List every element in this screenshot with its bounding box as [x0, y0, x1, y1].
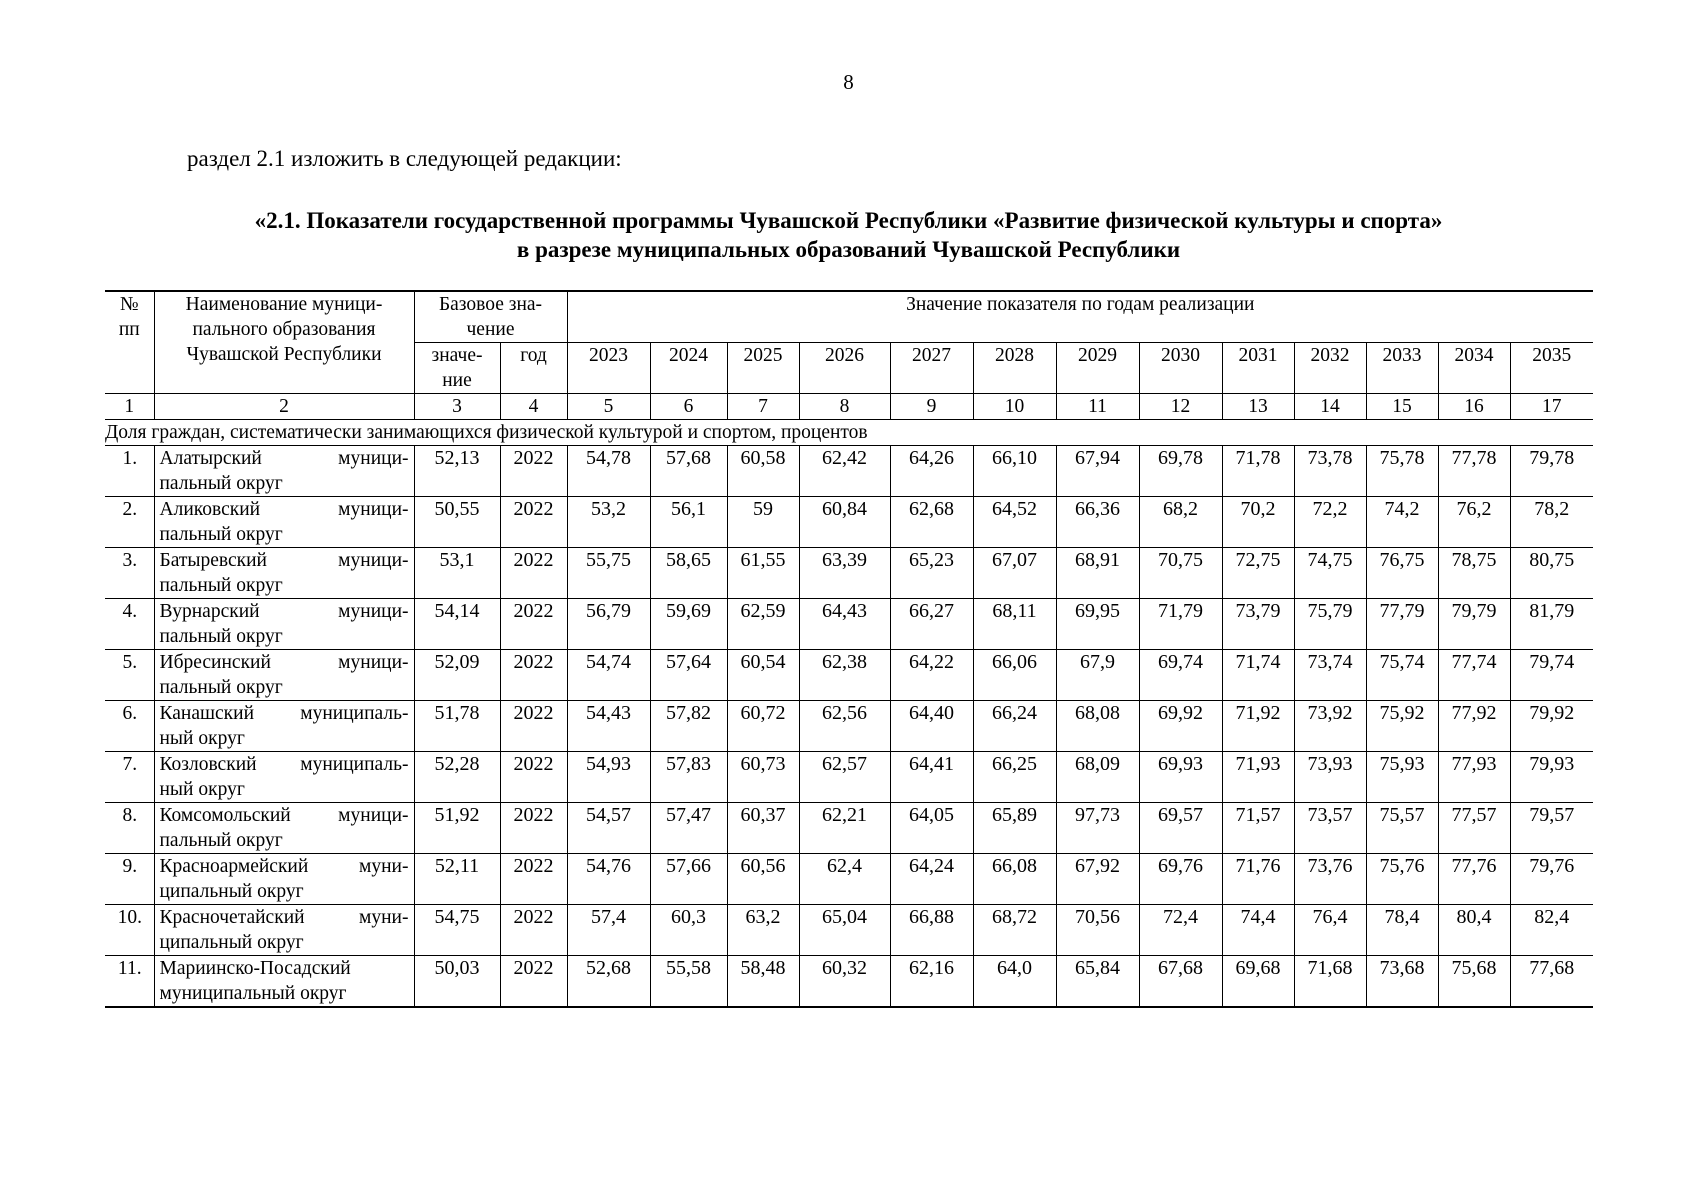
year-value: 57,83	[650, 752, 727, 803]
title-line-1: «2.1. Показатели государственной программы Чувашской Республики «Развитие физической культуры и спорта»	[254, 208, 1443, 233]
row-number: 4.	[105, 599, 154, 650]
column-number: 3	[414, 394, 500, 420]
row-number: 7.	[105, 752, 154, 803]
year-value: 65,84	[1056, 956, 1139, 1008]
year-value: 69,74	[1139, 650, 1222, 701]
year-value: 75,76	[1366, 854, 1438, 905]
year-value: 73,93	[1294, 752, 1366, 803]
header-year: 2024	[650, 343, 727, 394]
municipality-name-line-2: ципальный округ	[159, 932, 304, 953]
year-value: 69,92	[1139, 701, 1222, 752]
header-base-year: год	[500, 343, 567, 394]
base-year: 2022	[500, 803, 567, 854]
header-year: 2034	[1438, 343, 1510, 394]
municipality-name-part-2: муници-	[338, 499, 409, 520]
year-value: 75,79	[1294, 599, 1366, 650]
header-years-group: Значение показателя по годам реализации	[567, 291, 1593, 343]
base-value: 52,09	[414, 650, 500, 701]
column-number: 13	[1222, 394, 1294, 420]
column-number: 1	[105, 394, 154, 420]
year-value: 77,92	[1438, 701, 1510, 752]
year-value: 56,79	[567, 599, 650, 650]
header-year: 2027	[890, 343, 973, 394]
column-number: 4	[500, 394, 567, 420]
municipality-name-part-1: Вурнарский	[159, 601, 260, 622]
year-value: 55,75	[567, 548, 650, 599]
header-year: 2026	[799, 343, 890, 394]
year-value: 61,55	[727, 548, 799, 599]
municipality-name-line-2: пальный округ	[159, 626, 283, 647]
base-value: 50,03	[414, 956, 500, 1008]
year-value: 79,92	[1510, 701, 1593, 752]
year-value: 67,68	[1139, 956, 1222, 1008]
row-number: 10.	[105, 905, 154, 956]
municipality-name-line-1	[160, 548, 409, 573]
year-value: 54,43	[567, 701, 650, 752]
year-value: 75,57	[1366, 803, 1438, 854]
year-value: 71,92	[1222, 701, 1294, 752]
municipality-name-part-2: муници-	[338, 652, 409, 673]
year-value: 75,92	[1366, 701, 1438, 752]
year-value: 67,94	[1056, 446, 1139, 497]
year-value: 66,10	[973, 446, 1056, 497]
table-row	[105, 446, 1593, 497]
header-year: 2032	[1294, 343, 1366, 394]
year-value: 62,38	[799, 650, 890, 701]
municipality-name-line-2: ципальный округ	[159, 881, 304, 902]
year-value: 79,74	[1510, 650, 1593, 701]
year-value: 67,07	[973, 548, 1056, 599]
year-value: 77,74	[1438, 650, 1510, 701]
year-value: 74,75	[1294, 548, 1366, 599]
base-value: 54,75	[414, 905, 500, 956]
year-value: 78,75	[1438, 548, 1510, 599]
year-value: 65,23	[890, 548, 973, 599]
year-value: 66,08	[973, 854, 1056, 905]
intro-text: раздел 2.1 изложить в следующей редакции:	[187, 146, 622, 171]
municipality-name-line-2: ный округ	[159, 779, 245, 800]
year-value: 62,4	[799, 854, 890, 905]
year-value: 71,57	[1222, 803, 1294, 854]
year-value: 62,68	[890, 497, 973, 548]
year-value: 74,2	[1366, 497, 1438, 548]
municipality-name-line-1	[160, 854, 409, 879]
year-value: 75,78	[1366, 446, 1438, 497]
year-value: 70,56	[1056, 905, 1139, 956]
year-value: 73,92	[1294, 701, 1366, 752]
table-section-title: Доля граждан, систематически занимающихся физической культурой и спортом, процентов	[105, 420, 1593, 446]
year-value: 60,3	[650, 905, 727, 956]
table-row	[105, 599, 1593, 650]
row-number: 2.	[105, 497, 154, 548]
year-value: 68,72	[973, 905, 1056, 956]
year-value: 66,27	[890, 599, 973, 650]
indicators-table	[105, 290, 1593, 1008]
table-row	[105, 497, 1593, 548]
year-value: 77,68	[1510, 956, 1593, 1008]
year-value: 79,79	[1438, 599, 1510, 650]
header-year: 2030	[1139, 343, 1222, 394]
base-year: 2022	[500, 905, 567, 956]
year-value: 71,78	[1222, 446, 1294, 497]
municipality-name	[154, 497, 414, 548]
year-value: 79,57	[1510, 803, 1593, 854]
header-num: № пп	[105, 291, 154, 394]
year-value: 73,78	[1294, 446, 1366, 497]
year-value: 66,25	[973, 752, 1056, 803]
year-value: 75,93	[1366, 752, 1438, 803]
municipality-name-part-1: Алатырский	[159, 448, 262, 469]
municipality-name-part-1: Мариинско-Посадский	[159, 958, 351, 979]
year-value: 69,57	[1139, 803, 1222, 854]
municipality-name-part-1: Батыревский	[159, 550, 267, 571]
year-value: 59,69	[650, 599, 727, 650]
year-value: 66,24	[973, 701, 1056, 752]
column-number: 17	[1510, 394, 1593, 420]
base-value: 50,55	[414, 497, 500, 548]
year-value: 54,76	[567, 854, 650, 905]
year-value: 59	[727, 497, 799, 548]
municipality-name-part-1: Козловский	[159, 754, 257, 775]
year-value: 72,4	[1139, 905, 1222, 956]
year-value: 66,06	[973, 650, 1056, 701]
year-value: 68,08	[1056, 701, 1139, 752]
municipality-name-line-2: пальный округ	[159, 473, 283, 494]
row-number: 9.	[105, 854, 154, 905]
municipality-name-part-2: муници-	[338, 601, 409, 622]
year-value: 64,40	[890, 701, 973, 752]
year-value: 62,56	[799, 701, 890, 752]
year-value: 64,43	[799, 599, 890, 650]
year-value: 60,37	[727, 803, 799, 854]
municipality-name-line-2: пальный округ	[159, 524, 283, 545]
year-value: 52,68	[567, 956, 650, 1008]
base-value: 51,78	[414, 701, 500, 752]
year-value: 62,57	[799, 752, 890, 803]
row-number: 8.	[105, 803, 154, 854]
municipality-name-line-2: муниципальный округ	[159, 983, 347, 1004]
header-base-value: значе-ние	[414, 343, 500, 394]
row-number: 3.	[105, 548, 154, 599]
row-number: 1.	[105, 446, 154, 497]
municipality-name-part-1: Комсомольский	[159, 805, 291, 826]
base-year: 2022	[500, 599, 567, 650]
year-value: 66,88	[890, 905, 973, 956]
year-value: 66,36	[1056, 497, 1139, 548]
column-number: 2	[154, 394, 414, 420]
year-value: 97,73	[1056, 803, 1139, 854]
year-value: 75,74	[1366, 650, 1438, 701]
year-value: 57,4	[567, 905, 650, 956]
year-value: 64,22	[890, 650, 973, 701]
municipality-name-part-2: муни-	[359, 907, 409, 928]
year-value: 77,76	[1438, 854, 1510, 905]
year-value: 54,57	[567, 803, 650, 854]
year-value: 73,68	[1366, 956, 1438, 1008]
municipality-name	[154, 854, 414, 905]
municipality-name-line-2: пальный округ	[159, 677, 283, 698]
year-value: 57,64	[650, 650, 727, 701]
table-row	[105, 650, 1593, 701]
municipality-name-line-1	[160, 905, 409, 930]
year-value: 68,2	[1139, 497, 1222, 548]
municipality-name-part-2: муници-	[338, 805, 409, 826]
year-value: 64,0	[973, 956, 1056, 1008]
year-value: 62,16	[890, 956, 973, 1008]
municipality-name-line-1	[160, 701, 409, 726]
municipality-name-line-1	[160, 803, 409, 828]
municipality-name-part-2: муници-	[338, 550, 409, 571]
year-value: 62,42	[799, 446, 890, 497]
year-value: 64,41	[890, 752, 973, 803]
column-number: 11	[1056, 394, 1139, 420]
year-value: 81,79	[1510, 599, 1593, 650]
column-number: 6	[650, 394, 727, 420]
base-year: 2022	[500, 752, 567, 803]
header-year: 2028	[973, 343, 1056, 394]
municipality-name-part-1: Канашский	[159, 703, 255, 724]
row-number: 11.	[105, 956, 154, 1008]
base-value: 52,28	[414, 752, 500, 803]
table-row	[105, 905, 1593, 956]
year-value: 71,76	[1222, 854, 1294, 905]
base-value: 53,1	[414, 548, 500, 599]
municipality-name-line-1	[160, 752, 409, 777]
year-value: 72,75	[1222, 548, 1294, 599]
column-number: 10	[973, 394, 1056, 420]
year-value: 56,1	[650, 497, 727, 548]
base-value: 51,92	[414, 803, 500, 854]
municipality-name-line-1	[160, 446, 409, 471]
year-value: 53,2	[567, 497, 650, 548]
municipality-name	[154, 548, 414, 599]
year-value: 60,32	[799, 956, 890, 1008]
municipality-name-line-2: ный округ	[159, 728, 245, 749]
year-value: 80,75	[1510, 548, 1593, 599]
table-row	[105, 701, 1593, 752]
year-value: 71,79	[1139, 599, 1222, 650]
year-value: 60,84	[799, 497, 890, 548]
year-value: 72,2	[1294, 497, 1366, 548]
year-value: 55,58	[650, 956, 727, 1008]
row-number: 6.	[105, 701, 154, 752]
column-number: 16	[1438, 394, 1510, 420]
municipality-name-line-1	[160, 650, 409, 675]
header-year: 2023	[567, 343, 650, 394]
year-value: 68,09	[1056, 752, 1139, 803]
table-row	[105, 956, 1593, 1008]
year-value: 73,79	[1222, 599, 1294, 650]
title-line-2: в разрезе муниципальных образований Чувашской Республики	[516, 237, 1181, 262]
base-year: 2022	[500, 497, 567, 548]
year-value: 62,59	[727, 599, 799, 650]
year-value: 57,68	[650, 446, 727, 497]
table-row	[105, 548, 1593, 599]
base-value: 52,11	[414, 854, 500, 905]
municipality-name-line-1	[160, 497, 409, 522]
year-value: 64,52	[973, 497, 1056, 548]
header-year: 2033	[1366, 343, 1438, 394]
year-value: 64,26	[890, 446, 973, 497]
municipality-name-line-2: пальный округ	[159, 830, 283, 851]
year-value: 78,4	[1366, 905, 1438, 956]
year-value: 73,74	[1294, 650, 1366, 701]
municipality-name-part-2: муници-	[338, 448, 409, 469]
year-value: 77,79	[1366, 599, 1438, 650]
year-value: 63,2	[727, 905, 799, 956]
year-value: 71,93	[1222, 752, 1294, 803]
year-value: 78,2	[1510, 497, 1593, 548]
municipality-name-part-1: Красноармейский	[159, 856, 309, 877]
municipality-name	[154, 905, 414, 956]
year-value: 62,21	[799, 803, 890, 854]
year-value: 58,65	[650, 548, 727, 599]
year-value: 69,93	[1139, 752, 1222, 803]
section-title	[0, 206, 1697, 264]
year-value: 63,39	[799, 548, 890, 599]
year-value: 73,76	[1294, 854, 1366, 905]
base-year: 2022	[500, 446, 567, 497]
year-value: 57,66	[650, 854, 727, 905]
year-value: 75,68	[1438, 956, 1510, 1008]
base-year: 2022	[500, 650, 567, 701]
year-value: 60,73	[727, 752, 799, 803]
municipality-name	[154, 650, 414, 701]
header-name: Наименование муници-пального образования Чувашской Республики	[154, 291, 414, 394]
year-value: 76,4	[1294, 905, 1366, 956]
municipality-name	[154, 599, 414, 650]
year-value: 69,95	[1056, 599, 1139, 650]
header-year: 2031	[1222, 343, 1294, 394]
municipality-name-part-1: Красночетайский	[159, 907, 305, 928]
table-row	[105, 854, 1593, 905]
year-value: 58,48	[727, 956, 799, 1008]
municipality-name	[154, 752, 414, 803]
year-value: 77,93	[1438, 752, 1510, 803]
header-year: 2035	[1510, 343, 1593, 394]
year-value: 79,93	[1510, 752, 1593, 803]
year-value: 79,78	[1510, 446, 1593, 497]
year-value: 76,2	[1438, 497, 1510, 548]
table-row	[105, 752, 1593, 803]
column-number: 9	[890, 394, 973, 420]
year-value: 64,05	[890, 803, 973, 854]
municipality-name	[154, 956, 414, 1008]
municipality-name	[154, 446, 414, 497]
municipality-name-part-2: муни-	[359, 856, 409, 877]
year-value: 71,74	[1222, 650, 1294, 701]
base-year: 2022	[500, 548, 567, 599]
column-number: 5	[567, 394, 650, 420]
municipality-name-part-1: Аликовский	[159, 499, 261, 520]
year-value: 74,4	[1222, 905, 1294, 956]
year-value: 57,47	[650, 803, 727, 854]
year-value: 69,68	[1222, 956, 1294, 1008]
municipality-name-part-1: Ибресинский	[159, 652, 271, 673]
municipality-name-part-2: муниципаль-	[300, 703, 409, 724]
base-value: 52,13	[414, 446, 500, 497]
municipality-name	[154, 701, 414, 752]
base-year: 2022	[500, 956, 567, 1008]
row-number: 5.	[105, 650, 154, 701]
column-number: 12	[1139, 394, 1222, 420]
year-value: 60,54	[727, 650, 799, 701]
year-value: 82,4	[1510, 905, 1593, 956]
year-value: 80,4	[1438, 905, 1510, 956]
year-value: 60,58	[727, 446, 799, 497]
column-number: 15	[1366, 394, 1438, 420]
municipality-name-line-1	[160, 599, 409, 624]
year-value: 65,04	[799, 905, 890, 956]
year-value: 54,78	[567, 446, 650, 497]
year-value: 65,89	[973, 803, 1056, 854]
year-value: 57,82	[650, 701, 727, 752]
header-year: 2029	[1056, 343, 1139, 394]
column-number: 7	[727, 394, 799, 420]
year-value: 70,2	[1222, 497, 1294, 548]
year-value: 67,9	[1056, 650, 1139, 701]
base-value: 54,14	[414, 599, 500, 650]
year-value: 68,11	[973, 599, 1056, 650]
year-value: 77,78	[1438, 446, 1510, 497]
header-year: 2025	[727, 343, 799, 394]
municipality-name-part-2: муниципаль-	[300, 754, 409, 775]
year-value: 67,92	[1056, 854, 1139, 905]
year-value: 70,75	[1139, 548, 1222, 599]
year-value: 79,76	[1510, 854, 1593, 905]
municipality-name-line-2: пальный округ	[159, 575, 283, 596]
year-value: 64,24	[890, 854, 973, 905]
year-value: 54,74	[567, 650, 650, 701]
column-number: 8	[799, 394, 890, 420]
year-value: 60,72	[727, 701, 799, 752]
year-value: 77,57	[1438, 803, 1510, 854]
year-value: 54,93	[567, 752, 650, 803]
header-base: Базовое зна-чение	[414, 291, 567, 343]
year-value: 76,75	[1366, 548, 1438, 599]
year-value: 68,91	[1056, 548, 1139, 599]
year-value: 60,56	[727, 854, 799, 905]
table-row	[105, 803, 1593, 854]
municipality-name	[154, 803, 414, 854]
year-value: 69,78	[1139, 446, 1222, 497]
column-number: 14	[1294, 394, 1366, 420]
municipality-name-line-1	[160, 956, 409, 981]
year-value: 71,68	[1294, 956, 1366, 1008]
base-year: 2022	[500, 854, 567, 905]
base-year: 2022	[500, 701, 567, 752]
page-number: 8	[843, 70, 854, 94]
year-value: 69,76	[1139, 854, 1222, 905]
year-value: 73,57	[1294, 803, 1366, 854]
